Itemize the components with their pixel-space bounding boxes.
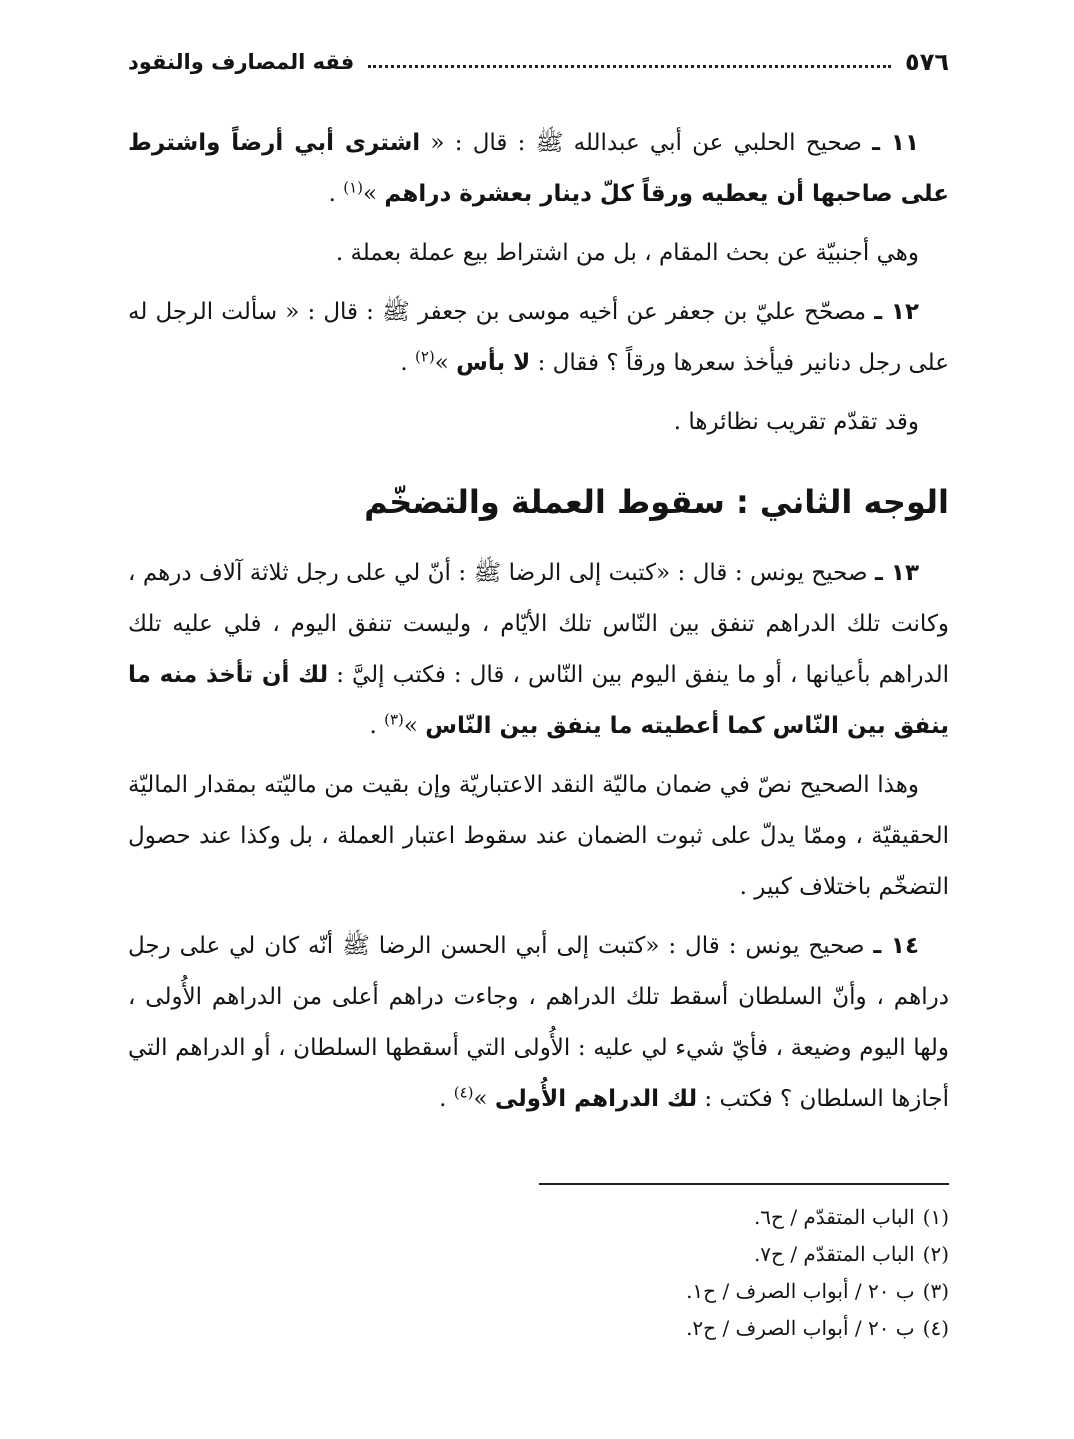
narration-quote-bold: لك الدراهم الأُولى [494, 1086, 698, 1112]
section-heading: الوجه الثاني : سقوط العملة والتضخّم [364, 483, 949, 521]
narration-14 [128, 921, 949, 1125]
narration-quote-bold: لك أن تأخذ منه ما ينفق بين النّاس كما أعطيته ما ينفق بين النّاس [128, 662, 949, 739]
footnote-separator [539, 1183, 949, 1185]
footnote-item [539, 1199, 949, 1236]
quote-close: » [473, 1086, 495, 1112]
footnote-ref[interactable]: (٤) [453, 1083, 474, 1102]
narration-text: صحيح يونس : قال : «كتبت إلى الرضا ﷺ : أنّ لي على رجل ثلاثة آلاف درهم ، وكانت تلك الدراهم تنفق بين النّاس تلك الأيّام ، وليست تنفق اليوم ، فلي عليه تلك الدراهم بأعيانها ، أو ما ينفق اليوم بين النّاس ، قال : فكتب إليَّ : [128, 560, 949, 688]
commentary-11: وهي أجنبيّة عن بحث المقام ، بل من اشتراط بيع عملة بعملة . [335, 240, 919, 266]
header-dotted-leader [368, 65, 891, 68]
narration-text: صحيح يونس : قال : «كتبت إلى أبي الحسن الرضا ﷺ أنّه كان لي على رجل دراهم ، وأنّ السلطان أسقط تلك الدراهم ، وجاءت دراهم أعلى من الدراهم الأُولى ، ولها اليوم وضيعة ، فأيّ شيء لي عليه : الأُولى التي أسقطها السلطان ، أو الدراهم التي أجازها السلطان ؟ فكتب : [128, 933, 949, 1112]
footnote-number: (٢) [922, 1242, 949, 1266]
sentence-end: . [328, 181, 344, 207]
narration-number: ١٢ ـ [874, 299, 919, 325]
quote-close: » [362, 181, 385, 207]
narration-11 [128, 118, 949, 220]
main-text [128, 118, 949, 1133]
narration-number: ١١ ـ [872, 130, 919, 156]
sentence-end: . [369, 713, 385, 739]
footnote-text: الباب المتقدّم / ح٧. [753, 1242, 915, 1266]
page-number: ٥٧٦ [905, 48, 949, 76]
sentence-end: . [439, 1086, 454, 1112]
page-header [128, 40, 949, 84]
commentary-13: وهذا الصحيح نصّ في ضمان ماليّة النقد الاعتباريّة وإن بقيت من ماليّته بمقدار الماليّة الحقيقيّة ، وممّا يدلّ على ثبوت الضمان عند سقوط اعتبار العملة ، بل وكذا عند حصول التضخّم باختلاف كبير . [128, 772, 949, 900]
quote-close: » [434, 350, 457, 376]
footnotes [539, 1199, 949, 1347]
quote-close: » [403, 713, 426, 739]
narration-quote-bold: اشترى أبي أرضاً واشترط على صاحبها أن يعطيه ورقاً كلّ دينار بعشرة دراهم [128, 130, 949, 207]
footnote-ref[interactable]: (١) [343, 178, 363, 197]
narration-quote-bold: لا بأس [456, 350, 531, 376]
narration-number: ١٣ ـ [874, 560, 919, 586]
narration-text: مصحّح عليّ بن جعفر عن أخيه موسى بن جعفر ﷺ : قال : « سألت الرجل له على رجل دنانير فيأخذ سعرها ورقاً ؟ فقال : [128, 299, 949, 376]
footnote-text: ب ٢٠ / أبواب الصرف / ح٢. [686, 1316, 915, 1340]
running-title: فقه المصارف والنقود [128, 50, 355, 74]
footnote-ref[interactable]: (٢) [414, 347, 435, 366]
footnote-number: (٣) [922, 1279, 949, 1303]
footnote-item [539, 1236, 949, 1273]
footnote-text: ب ٢٠ / أبواب الصرف / ح١. [686, 1279, 915, 1303]
narration-13 [128, 548, 949, 752]
sentence-end: . [400, 350, 415, 376]
footnote-text: الباب المتقدّم / ح٦. [753, 1205, 915, 1229]
footnote-number: (٤) [922, 1316, 949, 1340]
narration-text: صحيح الحلبي عن أبي عبدالله ﷺ : قال : « [420, 130, 873, 156]
commentary-12: وقد تقدّم تقريب نظائرها . [673, 409, 919, 435]
footnote-ref[interactable]: (٣) [384, 710, 404, 729]
narration-12 [128, 287, 949, 389]
footnote-number: (١) [922, 1205, 949, 1229]
footnote-item [539, 1310, 949, 1347]
footnote-item [539, 1273, 949, 1310]
narration-number: ١٤ ـ [873, 933, 919, 959]
